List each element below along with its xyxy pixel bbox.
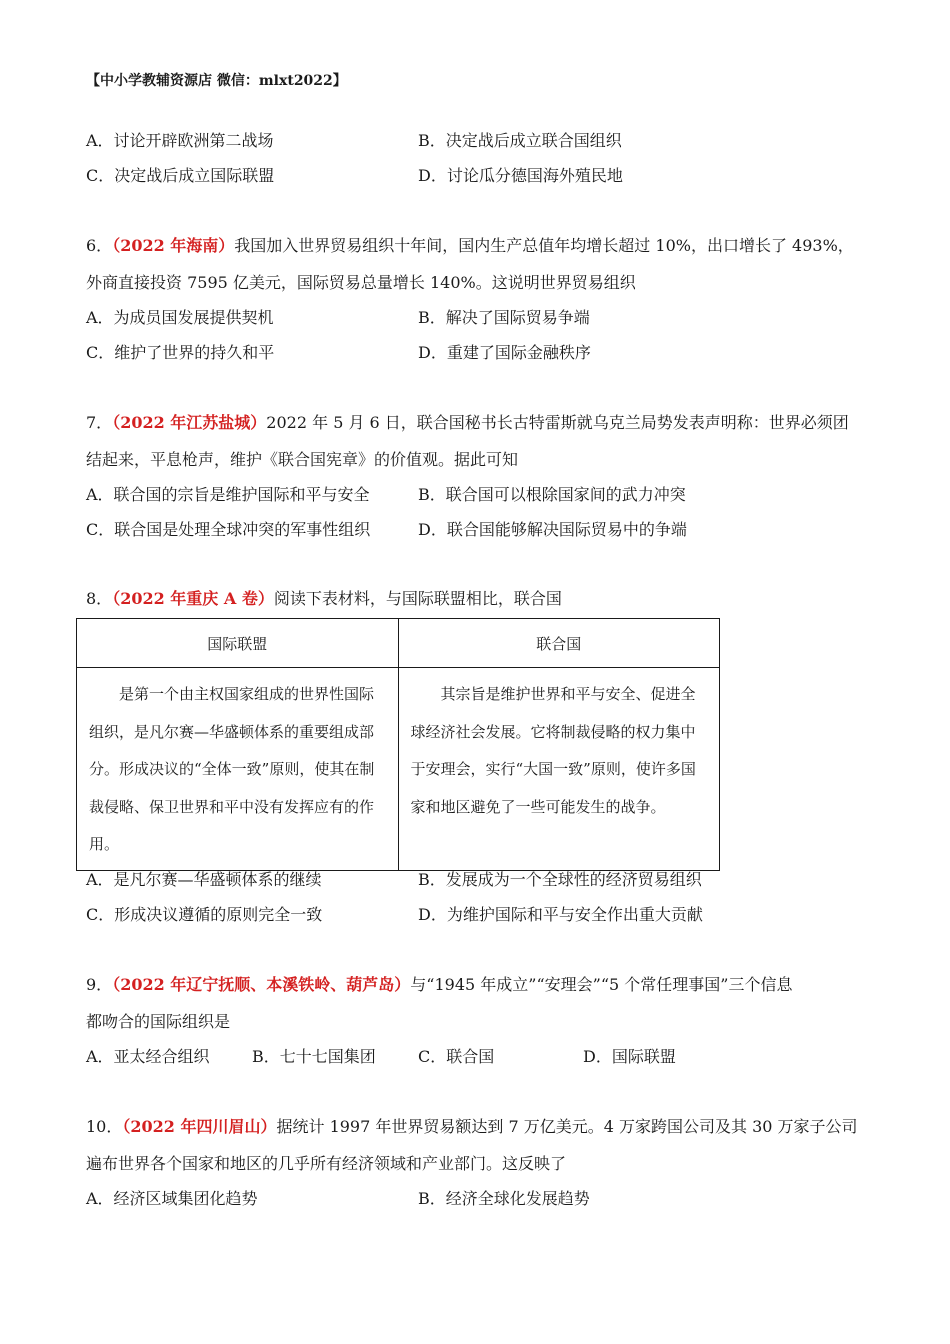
- q7-stem-line-1: [86, 410, 849, 433]
- q8-option-a: A．是凡尔赛—华盛顿体系的继续: [86, 870, 322, 889]
- q10-stem-1: 据统计 1997 年世界贸易额达到 7 万亿美元。4 万家跨国公司及其 30 万家子公司: [276, 1117, 858, 1136]
- q6-option-c: C．维护了世界的持久和平: [86, 343, 275, 362]
- q9-option-c: C．联合国: [418, 1047, 495, 1066]
- table-cell-league: 是第一个由主权国家组成的世界性国际组织，是凡尔赛—华盛顿体系的重要组成部分。形成决议的“全体一致”原则，使其在制裁侵略、保卫世界和平中没有发挥应有的作用。: [77, 668, 399, 871]
- q6-option-a: A．为成员国发展提供契机: [86, 308, 274, 327]
- q6-source: （2022 年海南）: [112, 236, 235, 255]
- q9-number: 9．: [86, 975, 113, 994]
- q7-option-b: B．联合国可以根除国家间的武力冲突: [418, 485, 686, 504]
- comparison-table: [76, 618, 720, 871]
- q9-option-d: D．国际联盟: [583, 1047, 676, 1066]
- page-header: 【中小学教辅资源店 微信：mlxt2022】: [86, 73, 347, 89]
- q10-option-a: A．经济区域集团化趋势: [86, 1189, 258, 1208]
- table-row: [77, 668, 720, 871]
- q10-stem-line-1: [86, 1114, 858, 1137]
- q9-stem-1: 与“1945 年成立”“安理会”“5 个常任理事国”三个信息: [410, 975, 793, 994]
- q6-stem-line-1: [86, 233, 854, 256]
- table-header-league: 国际联盟: [77, 619, 399, 668]
- q7-stem-1: 2022 年 5 月 6 日，联合国秘书长古特雷斯就乌克兰局势发表声明称：世界必须团: [266, 413, 849, 432]
- q10-number: 10．: [86, 1117, 123, 1136]
- q9-source: （2022 年辽宁抚顺、本溪铁岭、葫芦岛）: [112, 975, 411, 994]
- q8-stem-1: 阅读下表材料，与国际联盟相比，联合国: [273, 589, 562, 608]
- q8-source: （2022 年重庆 A 卷）: [112, 589, 274, 608]
- q7-source: （2022 年江苏盐城）: [112, 413, 267, 432]
- table-header-un: 联合国: [398, 619, 720, 668]
- q8-option-b: B．发展成为一个全球性的经济贸易组织: [418, 870, 702, 889]
- q5-option-a: A．讨论开辟欧洲第二战场: [86, 131, 274, 150]
- q7-number: 7．: [86, 413, 113, 432]
- table-cell-un: 其宗旨是维护世界和平与安全、促进全球经济社会发展。它将制裁侵略的权力集中于安理会，实行“大国一致”原则，使许多国家和地区避免了一些可能发生的战争。: [398, 668, 720, 871]
- q6-number: 6．: [86, 236, 113, 255]
- q9-stem-2: 都吻合的国际组织是: [86, 1012, 231, 1031]
- q9-option-b: B．七十七国集团: [252, 1047, 376, 1066]
- q8-number: 8．: [86, 589, 113, 608]
- q7-stem-2: 结起来，平息枪声，维护《联合国宪章》的价值观。据此可知: [86, 450, 519, 469]
- q10-option-b: B．经济全球化发展趋势: [418, 1189, 590, 1208]
- q5-option-c: C．决定战后成立国际联盟: [86, 166, 275, 185]
- q7-option-c: C．联合国是处理全球冲突的军事性组织: [86, 520, 371, 539]
- q5-option-d: D．讨论瓜分德国海外殖民地: [418, 166, 623, 185]
- q10-stem-2: 遍布世界各个国家和地区的几乎所有经济领域和产业部门。这反映了: [86, 1154, 567, 1173]
- table-header-row: [77, 619, 720, 668]
- q8-stem-line-1: [86, 586, 562, 609]
- q5-option-b: B．决定战后成立联合国组织: [418, 131, 622, 150]
- q6-option-d: D．重建了国际金融秩序: [418, 343, 591, 362]
- q7-option-d: D．联合国能够解决国际贸易中的争端: [418, 520, 687, 539]
- q8-option-c: C．形成决议遵循的原则完全一致: [86, 905, 323, 924]
- q9-stem-line-1: [86, 972, 792, 995]
- q6-option-b: B．解决了国际贸易争端: [418, 308, 590, 327]
- q9-option-a: A．亚太经合组织: [86, 1047, 210, 1066]
- q8-option-d: D．为维护国际和平与安全作出重大贡献: [418, 905, 703, 924]
- q6-stem-2: 外商直接投资 7595 亿美元，国际贸易总量增长 140%。这说明世界贸易组织: [86, 273, 636, 292]
- q7-option-a: A．联合国的宗旨是维护国际和平与安全: [86, 485, 370, 504]
- q10-source: （2022 年四川眉山）: [122, 1117, 277, 1136]
- q6-stem-1: 我国加入世界贸易组织十年间，国内生产总值年均增长超过 10%，出口增长了 493%，: [234, 236, 854, 255]
